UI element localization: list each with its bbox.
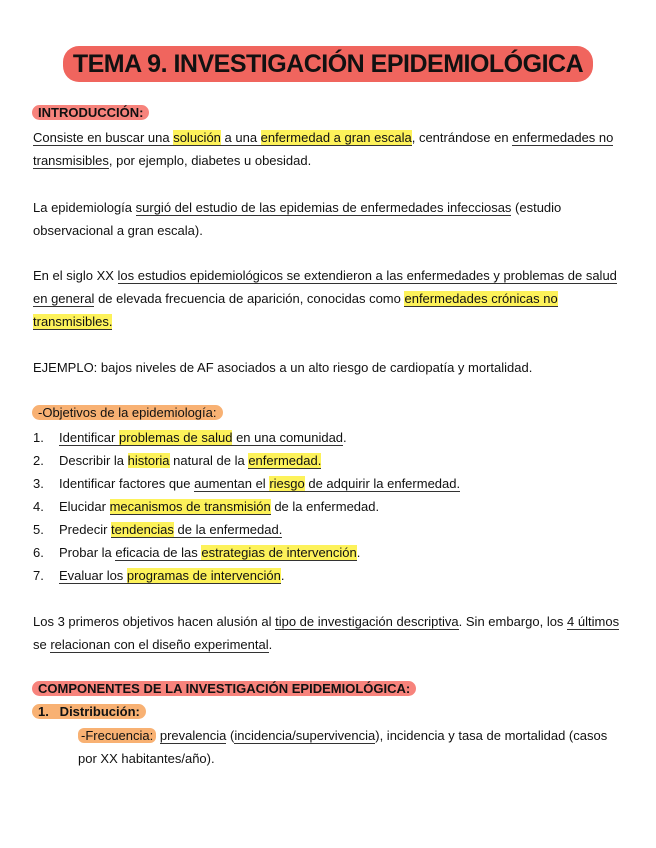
frequency-paragraph: -Frecuencia: prevalencia (incidencia/supervivencia), incidencia y tasa de mortalidad (casos por XX habitantes/año). <box>78 728 608 766</box>
list-item: 5. Predecir tendencias de la enfermedad. <box>33 522 283 537</box>
list-item: 3. Identificar factores que aumentan el riesgo de adquirir la enfermedad. <box>33 476 461 491</box>
intro-heading <box>32 104 149 121</box>
list-item: 2. Describir la historia natural de la enfermedad. <box>33 453 322 468</box>
intro-paragraph-3: En el siglo XX los estudios epidemiológicos se extendieron a las enfermedades y problemas de salud en general de elevada frecuencia de aparición, conocidas como enfermedades crónicas no transmisibles. <box>33 268 617 329</box>
intro-paragraph-1: Consiste en buscar una solución a una enfermedad a gran escala, centrándose en enfermedades no transmisibles, por ejemplo, diabetes u obesidad. <box>33 130 614 168</box>
list-item: 6. Probar la eficacia de las estrategias de intervención. <box>33 545 361 560</box>
intro-paragraph-2: La epidemiología surgió del estudio de las epidemias de enfermedades infecciosas (estudio observacional a gran escala). <box>33 200 562 238</box>
page-title: TEMA 9. INVESTIGACIÓN EPIDEMIOLÓGICA <box>63 46 593 82</box>
intro-example: EJEMPLO: bajos niveles de AF asociados a un alto riesgo de cardiopatía y mortalidad. <box>33 360 533 375</box>
distribution-heading-label: 1. Distribución: <box>32 704 146 719</box>
components-heading-label: COMPONENTES DE LA INVESTIGACIÓN EPIDEMIOLÓGICA: <box>32 681 416 696</box>
components-heading <box>32 680 416 697</box>
objectives-heading <box>32 404 223 421</box>
list-item: 4. Elucidar mecanismos de transmisión de la enfermedad. <box>33 499 380 514</box>
intro-heading-label: INTRODUCCIÓN: <box>32 105 149 120</box>
distribution-heading <box>32 703 146 720</box>
list-item: 1. Identificar problemas de salud en una comunidad. <box>33 430 347 445</box>
list-item: 7. Evaluar los programas de intervención. <box>33 568 285 583</box>
objectives-heading-label: -Objetivos de la epidemiología: <box>32 405 223 420</box>
objectives-note: Los 3 primeros objetivos hacen alusión al tipo de investigación descriptiva. Sin embargo, los 4 últimos se relacionan con el diseño experimental. <box>33 614 620 652</box>
title-wrap <box>0 46 656 82</box>
objectives-list <box>33 426 623 587</box>
